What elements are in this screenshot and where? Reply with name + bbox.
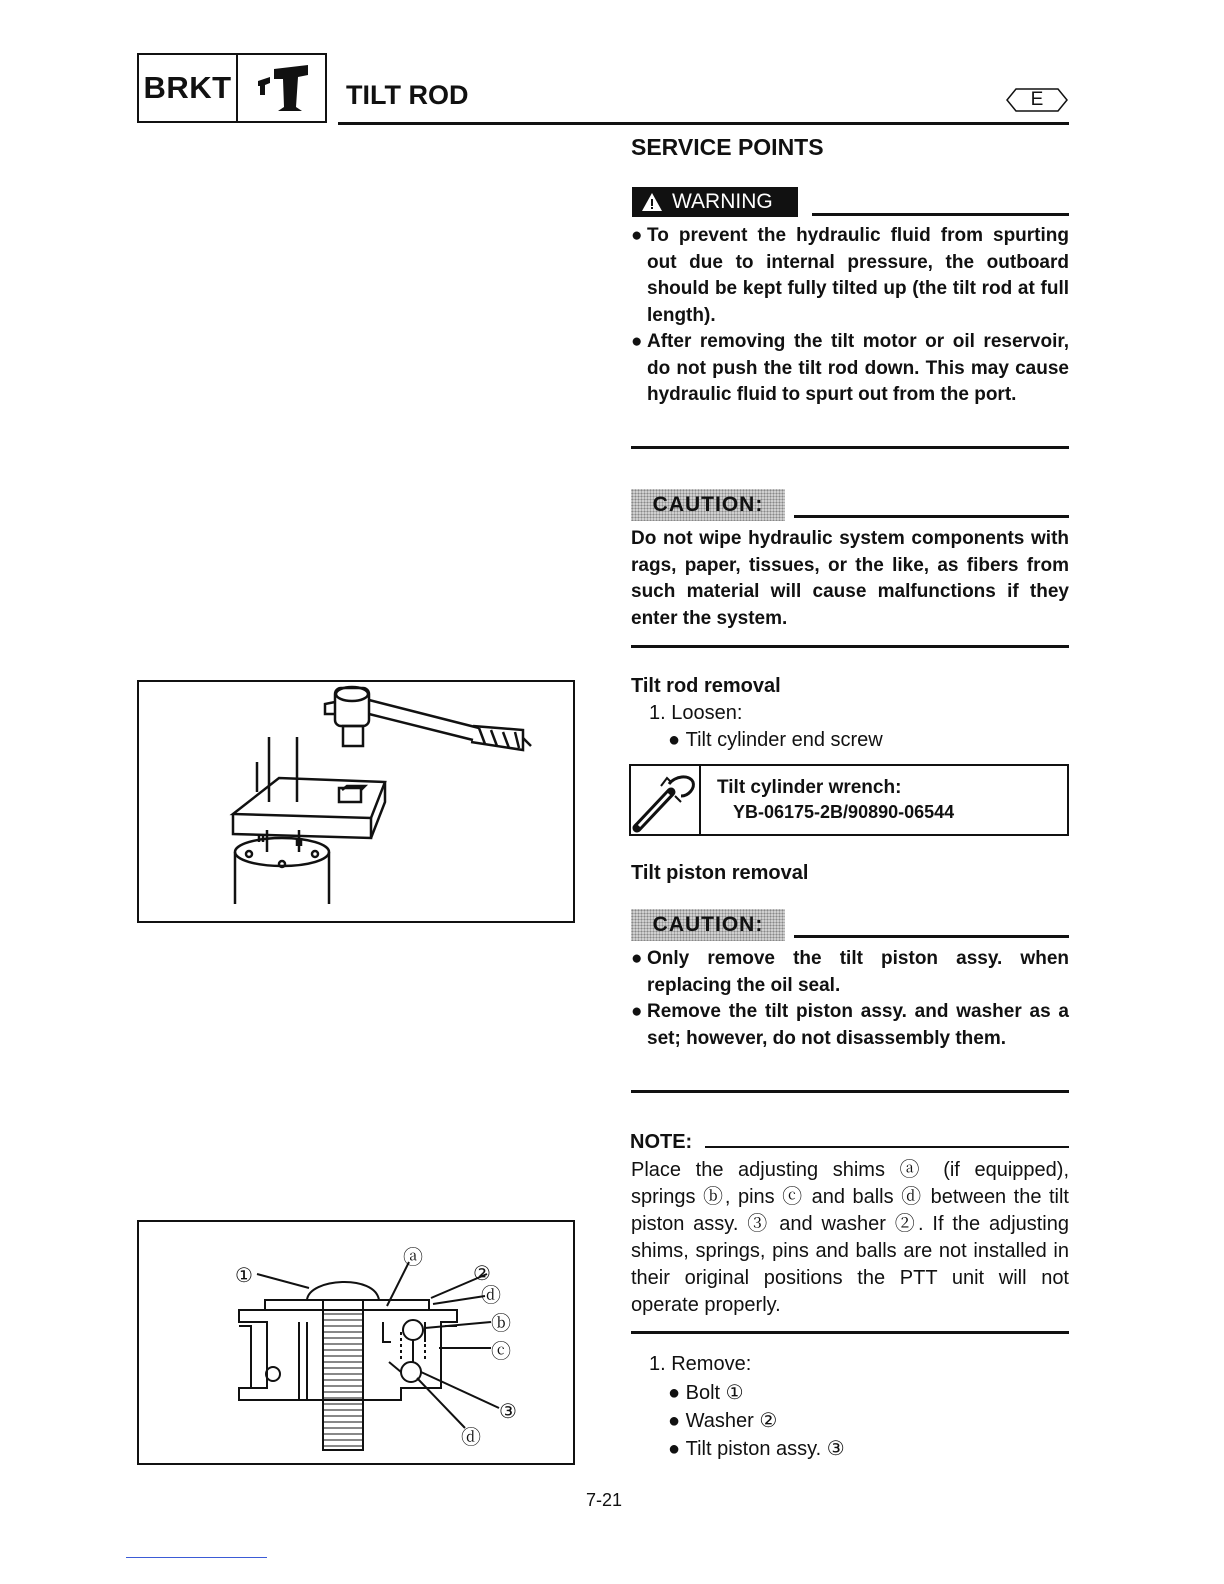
note-label: NOTE: bbox=[630, 1131, 693, 1153]
callout-label: ⓓ bbox=[481, 1283, 501, 1307]
warning-rule bbox=[812, 213, 1069, 216]
figure-tilt-rod-wrench bbox=[137, 680, 575, 923]
callout-label: ⓓ bbox=[461, 1425, 481, 1449]
warning-list bbox=[631, 223, 1069, 409]
tilt-rod-removal-heading: Tilt rod removal bbox=[631, 675, 781, 697]
tilt-piston-removal-heading: Tilt piston removal bbox=[631, 862, 809, 884]
remove-item: ● Washer ② bbox=[668, 1410, 778, 1432]
caution-item: ● Only remove the tilt piston assy. when replacing the oil seal. bbox=[631, 948, 1069, 996]
callout-label: ⓑ bbox=[491, 1311, 511, 1335]
remove-item: ● Tilt piston assy. ③ bbox=[668, 1438, 845, 1460]
caution-badge: CAUTION: bbox=[631, 489, 785, 521]
remove-item: ● Bolt ① bbox=[668, 1382, 744, 1404]
note-end-rule bbox=[631, 1331, 1069, 1334]
figure-tilt-piston-section bbox=[137, 1220, 575, 1465]
warning-end-rule bbox=[631, 446, 1069, 449]
bracket-icon bbox=[238, 55, 325, 121]
caution-end-rule bbox=[631, 1090, 1069, 1093]
title-rule bbox=[338, 122, 1069, 125]
wrench-icon bbox=[631, 766, 701, 834]
loosen-item: ● Tilt cylinder end screw bbox=[668, 729, 883, 751]
language-code: E bbox=[1030, 89, 1044, 110]
service-points-heading: SERVICE POINTS bbox=[631, 134, 824, 160]
warning-triangle-icon bbox=[641, 192, 663, 212]
tool-number: YB-06175-2B/90890-06544 bbox=[733, 802, 955, 822]
caution-item: ● Remove the tilt piston assy. and washer as a set; however, do not disassembly them. bbox=[631, 1001, 1069, 1049]
tool-name: Tilt cylinder wrench: bbox=[717, 777, 902, 798]
warning-badge bbox=[632, 187, 798, 217]
caution-text: Do not wipe hydraulic system components with rags, paper, tissues, or the like, as fibers from such material will cause malfunctions if they enter the system. bbox=[631, 528, 1069, 629]
page-number: 7-21 bbox=[586, 1490, 623, 1510]
caution-rule bbox=[794, 515, 1069, 518]
step-loosen: 1. Loosen: bbox=[649, 702, 743, 724]
warning-item: ● After removing the tilt motor or oil reservoir, do not push the tilt rod down. This may cause hydraulic fluid to spurt out from the port. bbox=[631, 331, 1069, 405]
caution-rule bbox=[794, 935, 1069, 938]
section-badge bbox=[137, 53, 327, 123]
special-tool-box bbox=[629, 764, 1069, 836]
caution-badge: CAUTION: bbox=[631, 909, 785, 941]
footer-line bbox=[126, 1557, 267, 1558]
warning-item: ● To prevent the hydraulic fluid from spurting out due to internal pressure, the outboard should be kept fully tilted up (the tilt rod at full length). bbox=[631, 225, 1069, 326]
note-text: Place the adjusting shims ⓐ (if equipped), springs ⓑ, pins ⓒ and balls ⓓ between the tilt piston assy. ③ and washer ②. If the adjusting shims, springs, pins and balls are not installed in their original positions the PTT unit will not operate properly. bbox=[631, 1159, 1069, 1316]
caution-list bbox=[631, 946, 1069, 1052]
section-code: BRKT bbox=[139, 55, 238, 121]
step-remove: 1. Remove: bbox=[649, 1353, 752, 1375]
callout-label: ① bbox=[235, 1263, 253, 1287]
page-title: TILT ROD bbox=[346, 80, 469, 110]
note-rule bbox=[705, 1146, 1069, 1148]
callout-label: ⓒ bbox=[491, 1339, 511, 1363]
callout-label: ② bbox=[473, 1261, 491, 1285]
warning-label: WARNING bbox=[672, 190, 773, 213]
caution-end-rule bbox=[631, 645, 1069, 648]
callout-label: ⓐ bbox=[403, 1245, 423, 1269]
callout-label: ③ bbox=[499, 1399, 517, 1423]
